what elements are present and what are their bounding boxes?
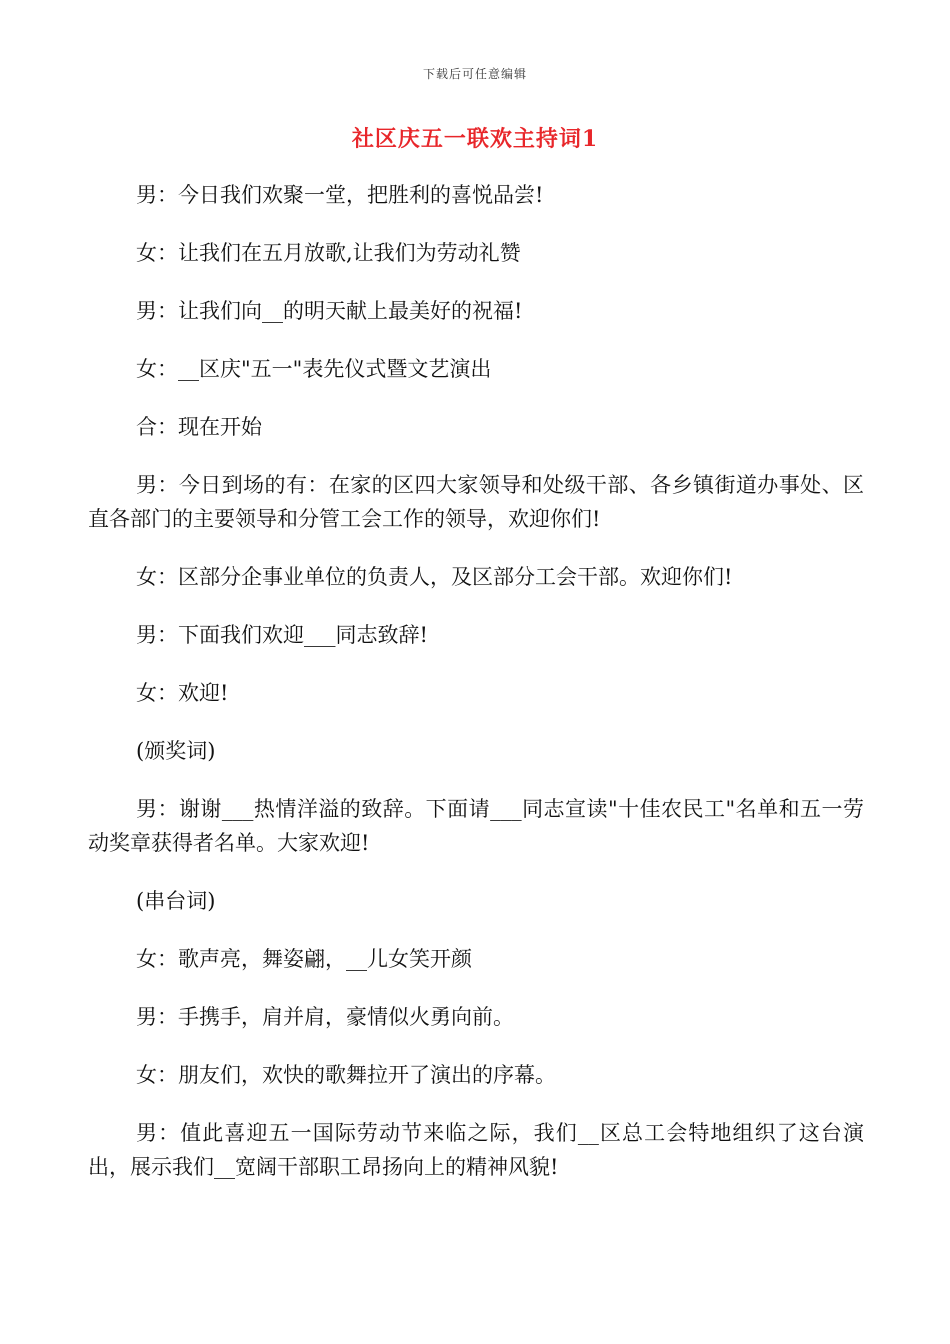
- paragraph: 男：谢谢___热情洋溢的致辞。下面请___同志宣读"十佳农民工"名单和五一劳动奖章获得者名单。大家欢迎!: [88, 797, 864, 855]
- paragraph: 男：让我们向__的明天献上最美好的祝福!: [136, 299, 523, 323]
- paragraph: 女：朋友们，欢快的歌舞拉开了演出的序幕。: [136, 1063, 556, 1087]
- paragraph: (颁奖词): [136, 739, 216, 763]
- paragraph: (串台词): [136, 889, 216, 913]
- page-header: 下载后可任意编辑: [422, 67, 527, 81]
- paragraph: 女：__区庆"五一"表先仪式暨文艺演出: [136, 357, 492, 381]
- paragraph: 男：今日到场的有：在家的区四大家领导和处级干部、各乡镇街道办事处、区直各部门的主要领导和分管工会工作的领导，欢迎你们!: [88, 473, 864, 531]
- paragraph: 男：下面我们欢迎___同志致辞!: [136, 623, 428, 647]
- paragraph: 合：现在开始: [136, 415, 262, 439]
- document-title: 社区庆五一联欢主持词1: [351, 126, 599, 152]
- paragraph: 男：手携手，肩并肩，豪情似火勇向前。: [136, 1005, 514, 1029]
- paragraph: 男：值此喜迎五一国际劳动节来临之际，我们__区总工会特地组织了这台演出，展示我们__宽阔干部职工昂扬向上的精神风貌!: [88, 1121, 864, 1179]
- document-body: [88, 178, 864, 1208]
- paragraph: 女：歌声亮，舞姿翩，__儿女笑开颜: [136, 947, 472, 971]
- paragraph: 女：让我们在五月放歌,让我们为劳动礼赞: [136, 241, 521, 265]
- paragraph: 女：区部分企事业单位的负责人，及区部分工会干部。欢迎你们!: [136, 565, 733, 589]
- paragraph: 男：今日我们欢聚一堂，把胜利的喜悦品尝!: [136, 183, 544, 207]
- paragraph: 女：欢迎!: [136, 681, 229, 705]
